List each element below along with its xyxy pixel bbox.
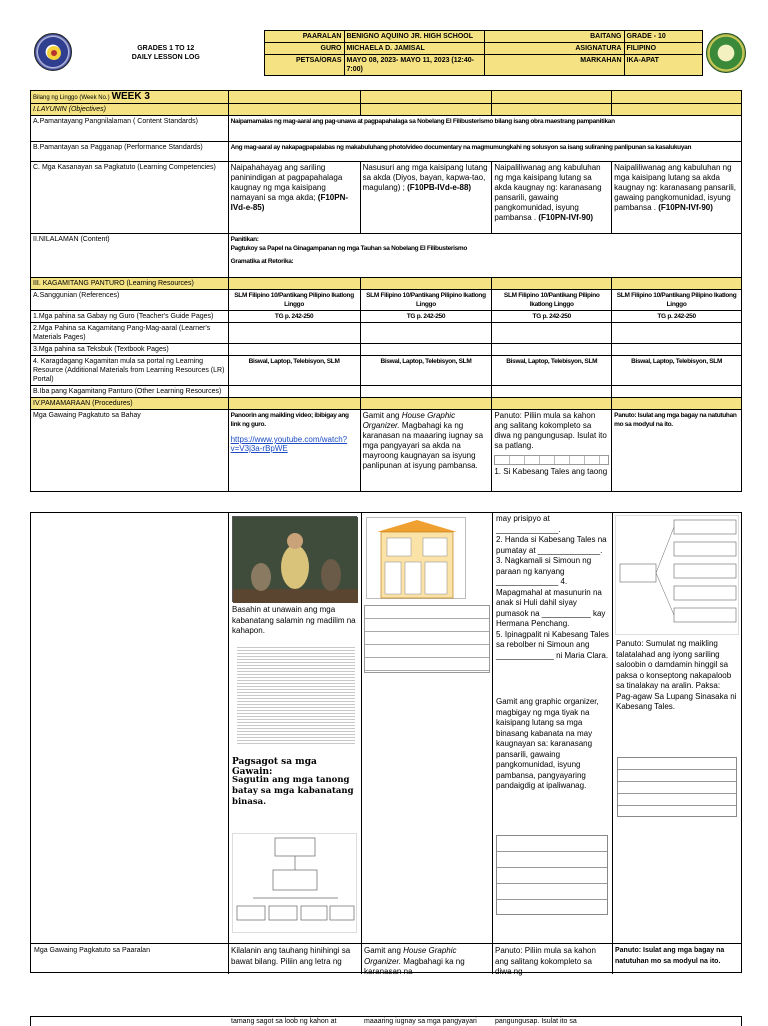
paaralan-row-2-text: Magbahagi ka ng karanasan na	[364, 956, 465, 976]
bahay-3-text: Panuto: Piliin mula sa kahon ang salitang kokompleto sa diwa ng pangungusap. Isulat ito sa patlang.	[494, 411, 607, 450]
bahay-cell-3	[492, 410, 612, 492]
layunin-cell-4	[612, 104, 742, 116]
iba-label: B.Iba pang Kagamitang Panturo (Other Learning Resources)	[31, 386, 229, 398]
p2-col-2	[361, 513, 492, 974]
rubric-thumbnail	[364, 605, 490, 673]
paaralan-row-2-pre: Gamit ang	[364, 946, 404, 955]
week-label-cell	[31, 91, 229, 104]
scoring-rubric-thumbnail	[617, 757, 737, 817]
karagdagan-1: Biswal, Laptop, Telebisyon, SLM	[228, 356, 360, 386]
week-cell-3	[492, 91, 612, 104]
bahay-cell-4	[612, 410, 742, 492]
p2-col3-text: may prisipyo at ______________. 2. Handa si Kabesang Tales na pumatay at ______________. 3. Nagkamali si Simoun ng paraan ng kanyang ______________ 4. Mapagmahal at masunurin na anak si Huli dahil siyay pumasok na ___________ kay Hermana Penchang. 5. Ipinagpalit ni Kabesang Tales sa rebolber ni Simoun ang _____________ ni Maria Clara.	[496, 514, 609, 660]
flowchart-diagram-icon	[233, 834, 358, 934]
pamamaraan-cell-1	[228, 398, 360, 410]
slm-4: SLM Filipino 10/Pantikang Pilipino Ikatlong Linggo	[612, 290, 742, 311]
teksbuk-cell-2	[360, 344, 492, 356]
tg-2: TG p. 242-250	[360, 311, 492, 323]
p2-col1-sub: Sagutin ang mga tanong batay sa mga kabanatang binasa.	[232, 775, 354, 807]
performance-standards-label: B.Pamantayan sa Pagganap (Performance Standards)	[31, 142, 229, 162]
kagamitan-label: III. KAGAMITANG PANTURO (Learning Resources)	[31, 278, 229, 290]
pamamaraan-label: IV.PAMAMARAAN (Procedures)	[31, 398, 229, 410]
competency-4	[612, 162, 742, 234]
bahay-cell-1	[228, 410, 360, 492]
header-table	[30, 30, 742, 76]
competency-1	[228, 162, 360, 234]
p2-col-3	[492, 513, 612, 974]
kagamitan-cell-4	[612, 278, 742, 290]
competencies-row	[31, 162, 742, 234]
sanggunian-label: A.Sanggunian (References)	[31, 290, 229, 311]
competency-4-text: Naipaliliwanag ang kabuluhan ng mga kaisipang lutang sa akda kaugnay ng: karanasang pansarili, gawaing pangkomunidad, isyung pambansa .	[614, 163, 737, 212]
lm-cell-1	[228, 323, 360, 344]
page3-cell-3: pangungusap. Isulat ito sa	[495, 1018, 577, 1025]
competency-2-text: Nasusuri ang mga kaisipang lutang sa akda (Diyos, bayan, kapwa-tao, magulang) ;	[362, 163, 488, 192]
bahay-3-item: 1. Si Kabesang Tales ang taong	[494, 467, 608, 476]
tg-1: TG p. 242-250	[228, 311, 360, 323]
baitang-value: GRADE - 10	[624, 31, 702, 43]
layunin-cell-2	[360, 104, 492, 116]
p2-col-1	[228, 513, 361, 974]
karagdagan-row	[31, 356, 742, 386]
pamamaraan-cell-3	[492, 398, 612, 410]
nilalaman-line-1: Panitikan:	[230, 236, 259, 243]
paaralan-row	[31, 943, 741, 974]
competencies-label: C. Mga Kasanayan sa Pagkatuto (Learning Competencies)	[31, 162, 229, 234]
nilalaman-cell	[228, 234, 741, 278]
house-graphic-organizer-image	[366, 517, 466, 599]
grades-label: GRADES 1 TO 12	[137, 45, 195, 52]
bahay-label: Mga Gawaing Pagkatuto sa Bahay	[31, 410, 229, 492]
youtube-link[interactable]: https://www.youtube.com/watch?v=V3j3a-rBpWE	[230, 435, 348, 453]
kagamitan-row	[31, 278, 742, 290]
flowchart-thumbnail	[232, 833, 357, 933]
layunin-label: I.LAYUNIN (Objectives)	[31, 104, 229, 116]
layunin-cell-3	[492, 104, 612, 116]
bahay-2-text: Magbahagi ka ng karanasan na maaaring iugnay sa mga pangyayari sa akda na mayroong kaugnayan sa isyung panlipunan at isyung pambansa.	[362, 421, 484, 470]
chapter-text-thumbnail	[237, 645, 355, 745]
teksbuk-cell-4	[612, 344, 742, 356]
graphic-organizer-table-thumbnail	[496, 835, 608, 915]
dll-label: DAILY LESSON LOG	[131, 54, 200, 61]
pamamaraan-cell-2	[360, 398, 492, 410]
paaralan-row-2	[364, 946, 490, 978]
bahay-2-pre: Gamit ang	[362, 411, 402, 420]
markahan-value: IKA-APAT	[624, 55, 702, 76]
chapter-illustration-image	[232, 516, 357, 602]
slm-3: SLM Filipino 10/Pantikang Pilipino Ikatlong Linggo	[492, 290, 612, 311]
karagdagan-4: Biswal, Laptop, Telebisyon, SLM	[612, 356, 742, 386]
gabay-label: 1.Mga pahina sa Gabay ng Guro (Teacher's Guide Pages)	[31, 311, 229, 323]
kagamitan-cell-1	[228, 278, 360, 290]
pamamaraan-row	[31, 398, 742, 410]
teksbuk-cell-3	[492, 344, 612, 356]
p2-col3-graphic-text: Gamit ang graphic organizer, magbigay ng mga tiyak na kaisipang lutang sa mga binasang kabanata na may kaugnayan sa: karanasang pansarili, gawaing pangkomunidad, isyung pambansa, pangyayaring pandaigdig at ipaliwanag.	[496, 697, 599, 790]
asignatura-value: FILIPINO	[624, 43, 702, 55]
slm-1: SLM Filipino 10/Pantikang Pilipino Ikatlong Linggo	[228, 290, 360, 311]
petsa-label: PETSA/ORAS	[264, 55, 344, 76]
tg-4: TG p. 242-250	[612, 311, 742, 323]
guro-label: GURO	[264, 43, 344, 55]
p2-col1-head: Pagsagot sa mga Gawain:	[232, 757, 317, 777]
competency-3	[492, 162, 612, 234]
page-2	[30, 512, 742, 976]
paaralan-label: PAARALAN	[264, 31, 344, 43]
iba-cell-3	[492, 386, 612, 398]
karagdagan-label: 4. Karagdagang Kagamitan mula sa portal ng Learning Resource (Additional Materials from Learning Resources (LR) Portal)	[31, 356, 229, 386]
sanggunian-row	[31, 290, 742, 311]
word-box-thumbnail	[494, 455, 609, 465]
page3-cell-1: tamang sagot sa loob ng kahon at	[231, 1018, 337, 1025]
bahay-1-text: Panoorin ang maikling video; ibibigay ang link ng guro.	[230, 412, 349, 428]
teksbuk-cell-1	[228, 344, 360, 356]
content-standards-text: Naipamamalas ng mag-aaral ang pag-unawa at pagpapahalaga sa Nobelang El Filibusterismo bilang isang obra maestrang pampanitikan	[228, 116, 741, 142]
kagamitan-cell-3	[492, 278, 612, 290]
nilalaman-label: II.NILALAMAN (Content)	[31, 234, 229, 278]
teksbuk-row	[31, 344, 742, 356]
pamamaraan-cell-4	[612, 398, 742, 410]
gabay-row	[31, 311, 742, 323]
performance-standards-row	[31, 142, 742, 162]
header-title-cell	[30, 31, 264, 76]
content-standards-label: A.Pamantayang Pangnilalaman ( Content Standards)	[31, 116, 229, 142]
layunin-cell-1	[228, 104, 360, 116]
paaralan-value: BENIGNO AQUINO JR. HIGH SCHOOL	[344, 31, 484, 43]
week-cell-4	[612, 91, 742, 104]
paaralan-row-label: Mga Gawaing Pagkatuto sa Paaralan	[34, 947, 150, 954]
paaralan-row-2-em: House Graphic Organizer.	[364, 946, 457, 966]
lm-row	[31, 323, 742, 344]
guro-value: MICHAELA D. JAMISAL	[344, 43, 484, 55]
paaralan-row-4: Panuto: Isulat ang mga bagay na natutuhan mo sa modyul na ito.	[615, 947, 725, 965]
iba-cell-1	[228, 386, 360, 398]
nilalaman-line-2: Pagtukoy sa Papel na Ginagampanan ng mga Tauhan sa Nobelang El Filibusterismo	[230, 245, 468, 252]
p2-col4-text: Panuto: Sumulat ng maikling talatalahad ang iyong sariling saloobin o damdamin hinggil sa paksa o konseptong nakapaloob sa tinalakay na aralin. Paksa: Pag-agaw Sa Lupang Sinasaka ni Kabesang Tales.	[616, 639, 737, 711]
week-label: Bilang ng Linggo (Week No.)	[33, 95, 110, 101]
bahay-row	[31, 410, 742, 492]
week-row	[31, 91, 742, 104]
page-3-partial	[30, 1016, 742, 1026]
lm-cell-4	[612, 323, 742, 344]
bahay-2-em: House Graphic Organizer.	[362, 411, 456, 430]
illustration-figure-icon	[233, 517, 358, 603]
iba-cell-4	[612, 386, 742, 398]
competency-1-text: Naipahahayag ang sariling paninindigan at pagpapahalaga kaugnay ng mga kaisipang namayani sa mga akda;	[230, 163, 343, 202]
iba-row	[31, 386, 742, 398]
week-cell-1	[228, 91, 360, 104]
page3-cell-2: maaaring iugnay sa mga pangyayari	[364, 1018, 477, 1025]
slm-2: SLM Filipino 10/Pantikang Pilipino Ikatlong Linggo	[360, 290, 492, 311]
karagdagan-2: Biswal, Laptop, Telebisyon, SLM	[360, 356, 492, 386]
week-value: WEEK 3	[111, 91, 150, 102]
paaralan-row-3: Panuto: Piliin mula sa kahon ang salitang kokompleto sa diwa ng	[495, 946, 596, 976]
petsa-value: MAYO 08, 2023- MAYO 11, 2023 (12:40-7:00)	[344, 55, 484, 76]
house-organizer-icon	[367, 518, 467, 600]
p2-col-4	[612, 513, 741, 974]
competency-2-code: (F10PB-IVd-e-88)	[407, 183, 472, 192]
content-standards-row	[31, 116, 742, 142]
header-logo-spacer	[702, 31, 742, 76]
baitang-label: BAITANG	[484, 31, 624, 43]
iba-cell-2	[360, 386, 492, 398]
bahay-cell-2	[360, 410, 492, 492]
lm-label: 2.Mga Pahina sa Kagamitang Pang-Mag-aaral (Learner's Materials Pages)	[31, 323, 229, 344]
kagamitan-cell-2	[360, 278, 492, 290]
lesson-log-table	[30, 90, 742, 492]
competency-2	[360, 162, 492, 234]
lm-cell-2	[360, 323, 492, 344]
karagdagan-3: Biswal, Laptop, Telebisyon, SLM	[492, 356, 612, 386]
tg-3: TG p. 242-250	[492, 311, 612, 323]
competency-3-code: (F10PN-IVf-90)	[538, 213, 594, 222]
nilalaman-row	[31, 234, 742, 278]
competency-4-code: (F10PN-IVf-90)	[658, 203, 713, 212]
teksbuk-label: 3.Mga pahina sa Teksbuk (Textbook Pages)	[31, 344, 229, 356]
paaralan-row-1: Kilalanin ang tauhang hinihingi sa bawat bilang. Piliin ang letra ng	[231, 946, 351, 966]
concept-map-thumbnail	[615, 515, 739, 635]
markahan-label: MARKAHAN	[484, 55, 624, 76]
competency-3-text: Naipaliliwanag ang kabuluhan ng mga kaisipang lutang sa akda kaugnay ng: karanasang pansarili, gawaing pangkomunidad, isyung pambansa .	[494, 163, 602, 222]
lm-cell-3	[492, 323, 612, 344]
week-cell-2	[360, 91, 492, 104]
asignatura-label: ASIGNATURA	[484, 43, 624, 55]
bahay-4-text: Panuto: Isulat ang mga bagay na natutuhan mo sa modyul na ito.	[614, 412, 737, 428]
layunin-row	[31, 104, 742, 116]
performance-standards-text: Ang mag-aaral ay nakapagpapalabas ng makabuluhang photo/video documentary na magmumungkahi ng solusyon sa isang suliraning panlipunan sa kasalukuyan	[228, 142, 741, 162]
concept-map-icon	[616, 516, 740, 636]
p2-col1-text: Basahin at unawain ang mga kabanatang salamin ng madilim na kahapon.	[232, 605, 356, 635]
nilalaman-line-3: Gramatika at Retorika:	[230, 258, 294, 265]
competency-1-code: (F10PN-IVd-e-85)	[230, 193, 349, 212]
